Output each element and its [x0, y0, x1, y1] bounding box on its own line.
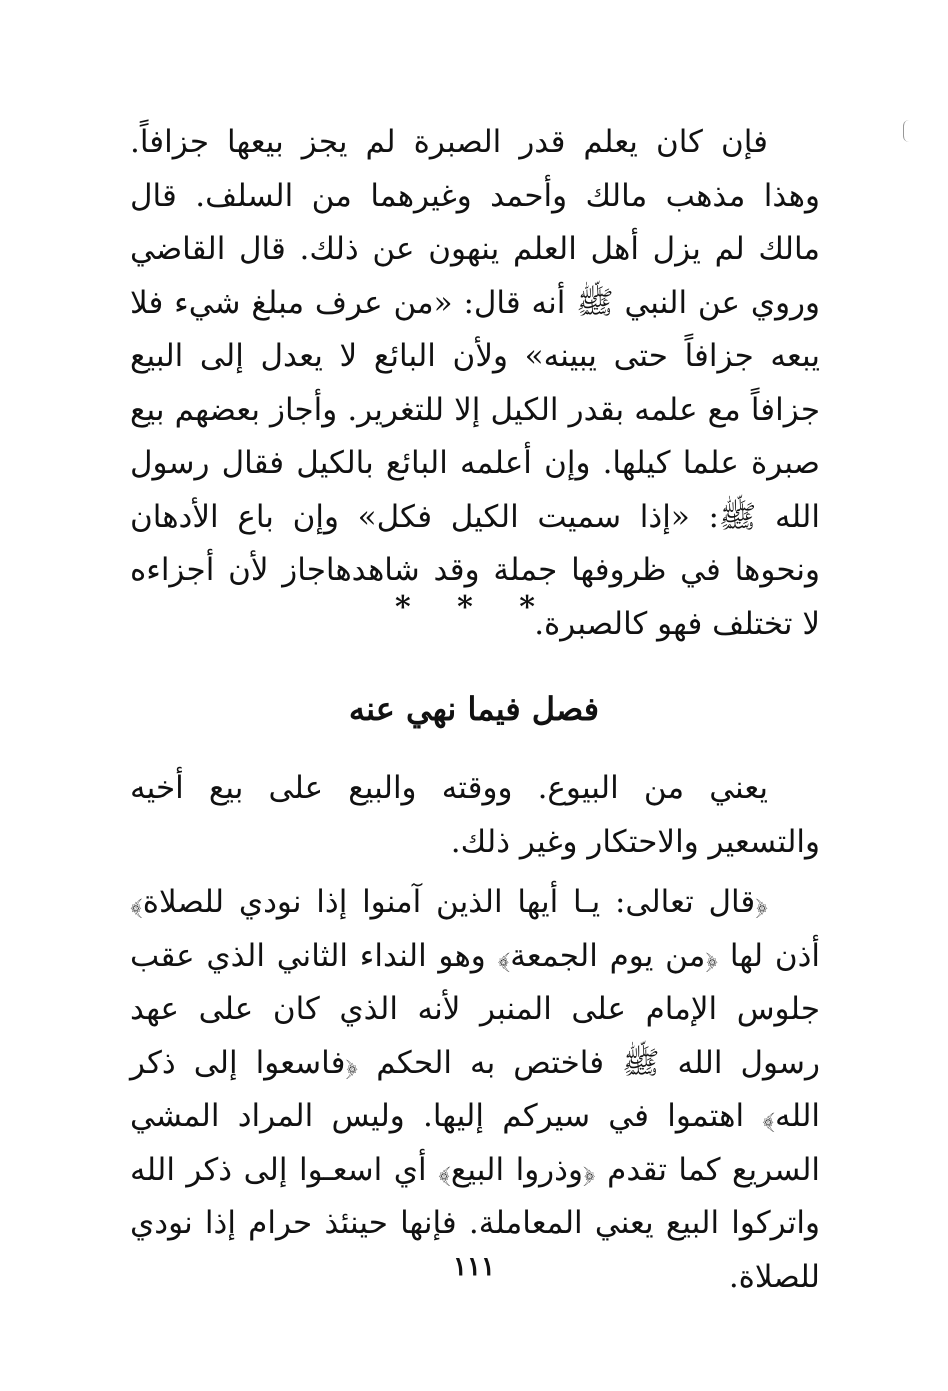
page-number: ١١١: [453, 1252, 495, 1282]
margin-mark: [903, 120, 916, 142]
paragraph-friday-prayer: ﴿قال تعالى: يـا أيها الذين آمنوا إذا نودي للصلاة﴾ أذن لها ﴿من يوم الجمعة﴾ وهو النداء الثاني الذي عقب جلوس الإمام على المنبر لأنه الذي كان على عهد رسول الله ﷺ فاختص به الحكم ﴿فاسعوا إلى ذكر الله﴾ اهتموا في سيركم إليها. وليس المراد المشي السريع كما تقدم ﴿وذروا البيع﴾ أي اسعـوا إلى ذكر الله واتركوا البيع يعني المعاملة. فإنها حينئذ حرام إذا نودي للصلاة.: [130, 884, 820, 1295]
paragraph-sale-by-estimate: فإن كان يعلم قدر الصبرة لم يجز بيعها جزافاً. وهذا مذهب مالك وأحمد وغيرهما من السلف. قال مالك لم يزل أهل العلم ينهون عن ذلك. قال القاضي وروي عن النبي ﷺ أنه قال: «من عرف مبلغ شيء فلا يبعه جزافاً حتى يبينه» ولأن البائع لا يعدل إلى البيع جزافاً مع علمه بقدر الكيل إلا للتغرير. وأجاز بعضهم بيع صبرة علما كيلها. وإن أعلمه البائع بالكيل فقال رسول الله ﷺ: «إذا سميت الكيل فكل» وإن باع الأدهان ونحوها في ظروفها جملة وقد شاهدهاجاز لأن أجزاءه لا تختلف فهو كالصبرة.: [130, 124, 820, 642]
paragraph-prohibited-sales: يعني من البيوع. ووقته والبيع على بيع أخيه والتسعير والاحتكار وغير ذلك.: [130, 770, 820, 860]
section-heading: فصل فيما نهي عنه: [348, 690, 600, 728]
section-separator: * * *: [395, 590, 553, 625]
